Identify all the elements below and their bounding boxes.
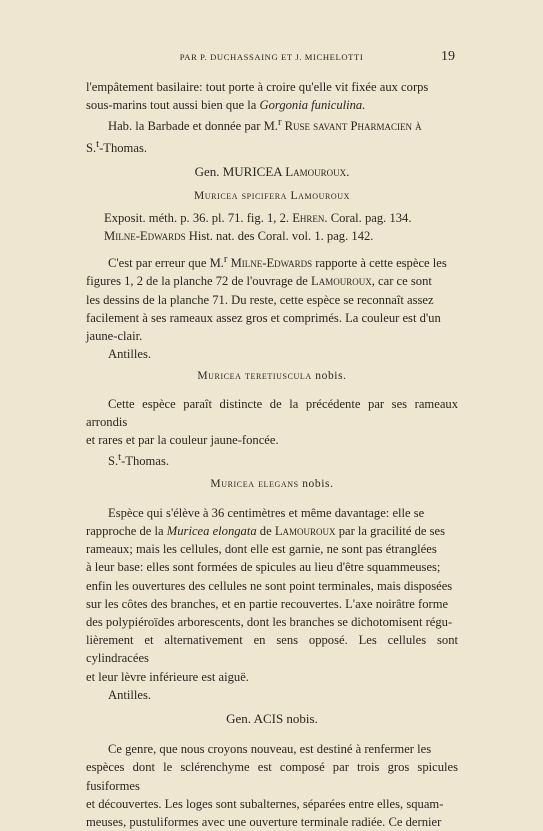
text-line: les dessins de la planche 71. Du reste, cette espèce se reconnaît assez <box>86 292 434 307</box>
text-line: Ce genre, que nous croyons nouveau, est destiné à renfermer les <box>108 742 432 757</box>
text-line: à leur base: elles sont formées de spicules au lieu d'être squammeuses; <box>86 560 441 575</box>
text-line: facilement à ses rameaux assez gros et comprimés. La couleur est d'un <box>86 310 441 325</box>
text-line: Cette espèce paraît distincte de la précédente par ses rameaux arrondis <box>86 396 458 429</box>
reference-line: Milne-Edwards Hist. nat. des Coral. vol. 1. pag. 142. <box>104 228 374 243</box>
text-line: enfin les ouvertures des cellules ne sont point terminales, mais disposées <box>86 578 453 593</box>
text-line: C'est par erreur que M.$^r$ Milne-Edwards rapporte à cette espèce les <box>108 254 447 271</box>
reference-line: Exposit. méth. p. 36. pl. 71. fig. 1, 2. Ehren. Coral. pag. 134. <box>104 210 412 225</box>
text-line: et leur lèvre inférieure est aiguë. <box>86 669 249 684</box>
taxon-name: Muricea elongata <box>166 524 257 539</box>
locality-line: S.$^t$-Thomas. <box>108 452 169 469</box>
page-header <box>0 49 543 68</box>
text-line: l'empâtement basilaire: tout porte à croire qu'elle vit fixée aux corps <box>86 80 429 94</box>
locality-line: Antilles. <box>108 687 152 702</box>
page-number: 19 <box>441 49 455 64</box>
text-line: rameaux; mais les cellules, dont elle est garnie, ne sont pas étranglées <box>86 542 437 557</box>
text-line: et découvertes. Les loges sont subalternes, séparées entre elles, squam- <box>86 796 444 811</box>
genus-heading-acis: Gen. ACIS nobis. <box>226 711 318 727</box>
text-line: rapproche de la Muricea elongata de Lamouroux par la gracilité de ses <box>86 524 445 539</box>
locality-line: Antilles. <box>108 347 152 362</box>
text-line: Espèce qui s'élève à 36 centimètres et même davantage: elle se <box>108 505 425 520</box>
text-line: espèces dont le sclérenchyme est composé par trois gros spicules fusiformes <box>86 760 458 793</box>
text-line: lièrement et alternativement en sens opposé. Les cellules sont cylindracées <box>86 633 458 666</box>
species-heading-spicifera: Muricea spicifera Lamouroux <box>193 190 351 203</box>
text-line: figures 1, 2 de la planche 72 de l'ouvrage de Lamouroux, car ce sont <box>86 274 432 289</box>
species-heading-teretiuscula: Muricea teretiuscula nobis. <box>197 370 347 383</box>
text-line: et rares et par la couleur jaune-foncée. <box>86 433 279 448</box>
text-line: meuses, pustuliformes avec une ouverture terminale radiée. Ce dernier <box>86 815 442 830</box>
running-head: PAR P. DUCHASSAING ET J. MICHELOTTI <box>179 52 364 62</box>
text-line: sous-marins tout aussi bien que la Gorgonia funiculina. <box>86 98 366 113</box>
habitat-line: Hab. la Barbade et donnée par M.$^r$ Ruse savant Pharmacien à <box>108 117 422 134</box>
genus-heading-muricea: Gen. MURICEA Lamouroux. <box>194 164 350 180</box>
text-line: sur les côtes des branches, et en partie recouvertes. L'axe noirâtre forme <box>86 596 449 611</box>
habitat-line: S.$^t$-Thomas. <box>86 138 147 155</box>
taxon-name: Gorgonia funiculina. <box>259 98 366 113</box>
body-text <box>86 78 458 831</box>
species-heading-elegans: Muricea elegans nobis. <box>210 477 334 490</box>
text-line: des polypiéroïdes arborescents, dont les branches se dichotomisent régu- <box>86 615 453 630</box>
text-line: jaune-clair. <box>86 329 143 343</box>
